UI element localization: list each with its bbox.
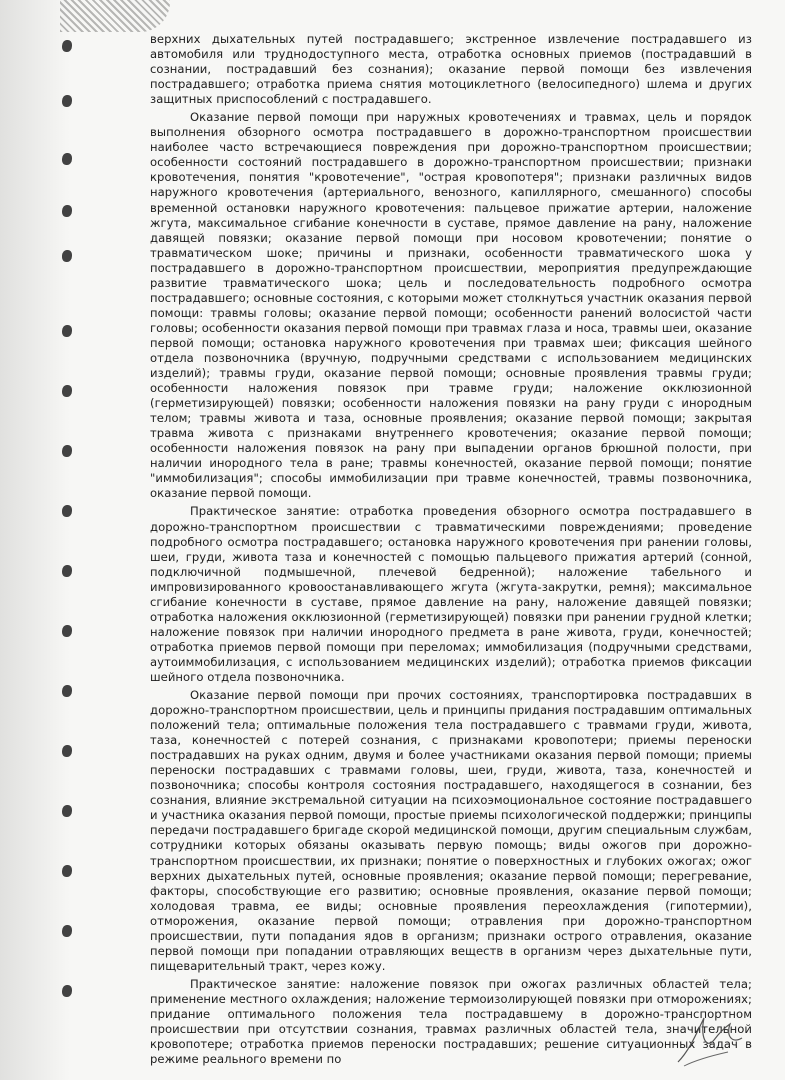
binder-hole xyxy=(62,153,72,165)
paragraph-practical-inspection: Практическое занятие: отработка проведения обзорного осмотра пострадавшего в дорожно-транспортном происшествии с травматическими повреждениями; проведение подробного осмотра пострадавшего; остановка наружного кровотечения при ранении головы, шеи, груди, живота таза и конечностей с помощью пальцевого прижатия артерий (сонной, подключичной подмышечной, плечевой бедренной); наложение табельного и импровизированного кровоостанавливающего жгута (жгута-закрутки, ремня); максимальное сгибание конечности в суставе, прямое давление на рану, наложение давящей повязки; отработка наложения окклюзионной (герметизирующей) повязки при ранении грудной клетки; наложение повязок при наличии инородного предмета в ране живота, груди, конечностей; отработка приемов первой помощи при переломах; иммобилизация (подручными средствами, аутоиммобилизация, с использованием медицинских изделий); отработка приемов фиксации шейного отдела позвоночника. xyxy=(150,504,752,684)
binder-holes xyxy=(62,40,78,1040)
binder-hole xyxy=(62,565,72,577)
binder-hole xyxy=(62,685,72,697)
binder-hole xyxy=(62,205,72,217)
paragraph-other-conditions: Оказание первой помощи при прочих состояниях, транспортировка пострадавших в дорожно-транспортном происшествии, цель и принципы придания пострадавшим оптимальных положений тела; оптимальные положения тела пострадавшего с травмами груди, живота, таза, конечностей с потерей сознания, с признаками кровопотери; приемы переноски пострадавших на руках одним, двумя и более участниками оказания первой помощи; приемы переноски пострадавших с травмами головы, шеи, груди, живота, таза, конечностей и позвоночника; способы контроля состояния пострадавшего, находящегося в сознании, без сознания, влияние экстремальной ситуации на психоэмоциональное состояние пострадавшего и участника оказания первой помощи, простые приемы психологической поддержки; принципы передачи пострадавшего бригаде скорой медицинской помощи, другим специальным службам, сотрудники которых обязаны оказывать первую помощь; виды ожогов при дорожно-транспортном происшествии, их признаки; понятие о поверхностных и глубоких ожогах; ожог верхних дыхательных путей, основные проявления; оказание первой помощи; перегревание, факторы, способствующие его развитию; основные проявления, оказание первой помощи; холодовая травма, ее виды; основные проявления переохлаждения (гипотермии), отморожения, оказание первой помощи; отравления при дорожно-транспортном происшествии, пути попадания ядов в организм; признаки острого отравления, оказание первой помощи при попадании отравляющих веществ в организм через дыхательные пути, пищеварительный тракт, через кожу. xyxy=(150,688,752,973)
binder-hole xyxy=(62,745,72,757)
paragraph-continuation: верхних дыхательных путей пострадавшего; экстренное извлечение пострадавшего из автомобиля или труднодоступного места, отработка основных приемов (пострадавший в сознании, пострадавший без сознания); оказание первой помощи без извлечения пострадавшего; отработка приема снятия мотоциклетного (велосипедного) шлема и других защитных приспособлений с пострадавшего. xyxy=(150,32,752,107)
binder-hole xyxy=(62,445,72,457)
binder-hole xyxy=(62,40,72,52)
binder-hole xyxy=(62,865,72,877)
document-text xyxy=(150,32,752,1067)
binder-hole xyxy=(62,385,72,397)
paragraph-external-bleeding: Оказание первой помощи при наружных кровотечениях и травмах, цель и порядок выполнения обзорного осмотра пострадавшего в дорожно-транспортном происшествии наиболее часто встречающиеся повреждения при дорожно-транспортном происшествии; особенности состояний пострадавшего в дорожно-транспортном происшествии; признаки кровотечения, понятия "кровотечение", "острая кровопотеря"; признаки различных видов наружного кровотечения (артериального, венозного, капиллярного, смешанного) способы временной остановки наружного кровотечения: пальцевое прижатие артерии, наложение жгута, максимальное сгибание конечности в суставе, прямое давление на рану, наложение давящей повязки; оказание первой помощи при носовом кровотечении; понятие о травматическом шоке; причины и признаки, особенности травматического шока у пострадавшего в дорожно-транспортном происшествии, мероприятия предупреждающие развитие травматического шока; цель и последовательность подробного осмотра пострадавшего; основные состояния, с которыми может столкнуться участник оказания первой помощи: травмы головы; оказание первой помощи; особенности ранений волосистой части головы; особенности оказания первой помощи при травмах глаза и носа, травмы шеи, оказание первой помощи; остановка наружного кровотечения при травмах шеи; фиксация шейного отдела позвоночника (вручную, подручными средствами с использованием медицинских изделий); травмы груди, оказание первой помощи; основные проявления травмы груди; особенности наложения повязок при травме груди; наложение окклюзионной (герметизирующей) повязки; особенности наложения повязки на рану груди с инородным телом; травмы живота и таза, основные проявления; оказание первой помощи; закрытая травма живота с признаками внутреннего кровотечения; оказание первой помощи; особенности наложения повязок на рану при выпадении органов брюшной полости, при наличии инородного тела в ране; травмы конечностей, оказание первой помощи; понятие "иммобилизация"; способы иммобилизации при травме конечностей, травмы позвоночника, оказание первой помощи. xyxy=(150,110,752,501)
binder-hole xyxy=(62,805,72,817)
binder-hole xyxy=(62,985,72,997)
binder-hole xyxy=(62,325,72,337)
paragraph-practical-burns: Практическое занятие: наложение повязок при ожогах различных областей тела; применение местного охлаждения; наложение термоизолирующей повязки при отморожениях; придание оптимального положения тела пострадавшему в дорожно-транспортном происшествии при отсутствии сознания, травмах различных областей тела, значительной кровопотере; отработка приемов переноски пострадавших; решение ситуационных задач в режиме реального времени по xyxy=(150,976,752,1067)
binder-hole xyxy=(62,505,72,517)
handwritten-signature xyxy=(670,1010,750,1070)
scan-noise-corner xyxy=(60,0,170,32)
binder-hole xyxy=(62,625,72,637)
binder-hole xyxy=(62,95,72,107)
scan-shadow-edge xyxy=(0,0,70,1080)
binder-hole xyxy=(62,250,72,262)
binder-hole xyxy=(62,925,72,937)
